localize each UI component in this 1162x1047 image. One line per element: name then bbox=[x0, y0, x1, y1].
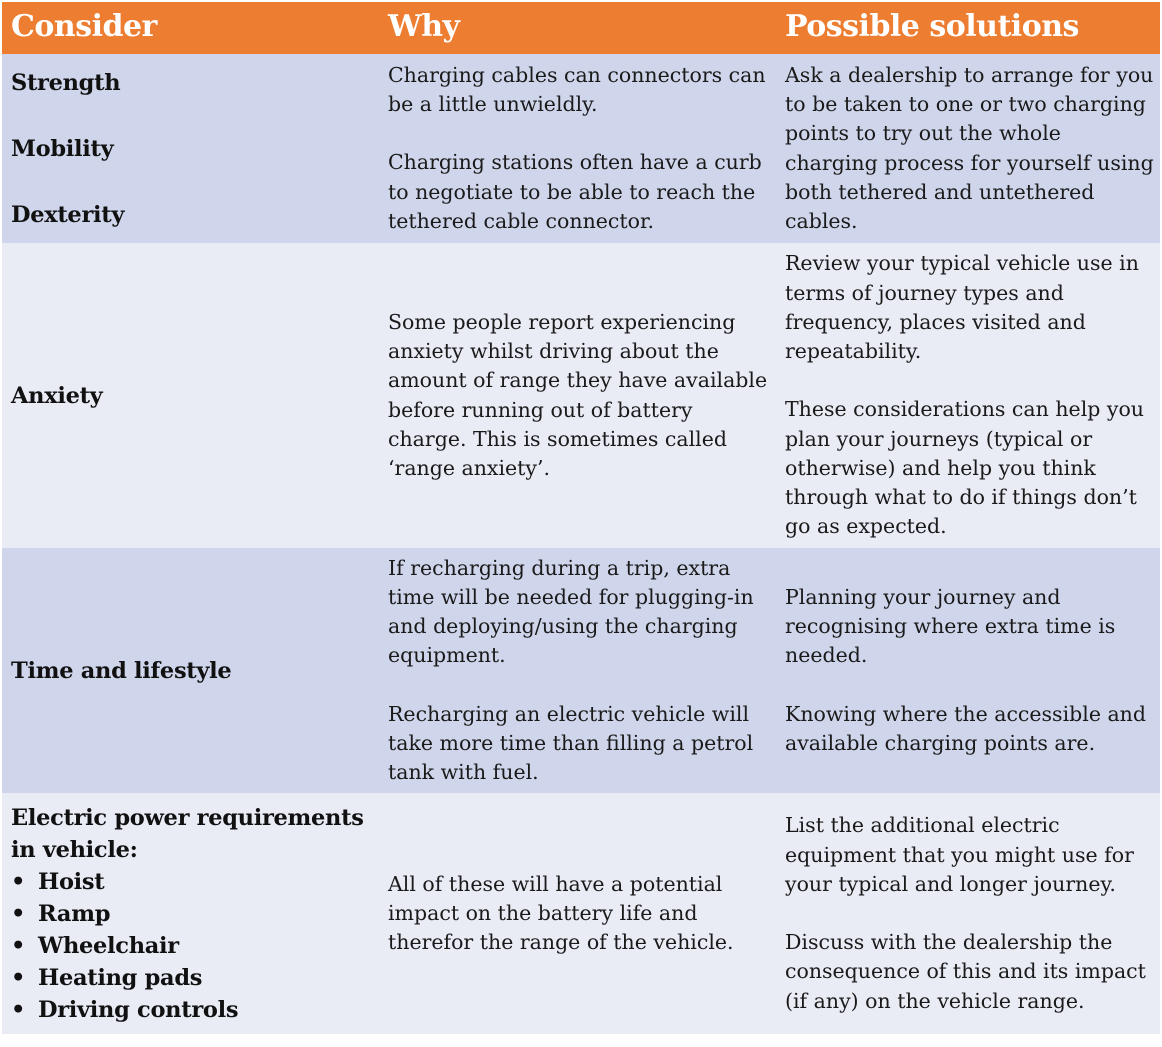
consider-item: Anxiety bbox=[11, 382, 103, 409]
solution-paragraph: Planning your journey and recognising where extra time is needed. bbox=[785, 584, 1116, 668]
bullet-icon: • bbox=[11, 964, 26, 991]
consider-cell bbox=[2, 54, 379, 243]
header-solutions bbox=[776, 2, 1160, 54]
solution-paragraph: Ask a dealership to arrange for you to be taken to one or two charging points to try out the whole charging process for yourself using both tethered and untethered cables. bbox=[785, 62, 1154, 233]
table-row bbox=[2, 243, 1160, 548]
solution-paragraph: These considerations can help you plan your journeys (typical or otherwise) and help you think through what to do if things don’t go as expected. bbox=[785, 397, 1145, 539]
bullet-label: Wheelchair bbox=[38, 932, 179, 959]
header-solutions-label: Possible solutions bbox=[785, 8, 1079, 44]
why-paragraph: If recharging during a trip, extra time will be needed for plugging-in and deploying/using the charging equipment. bbox=[388, 555, 754, 668]
consider-item: Dexterity bbox=[11, 201, 125, 228]
consider-cell bbox=[2, 548, 379, 793]
list-item bbox=[11, 898, 379, 930]
consider-item: Time and lifestyle bbox=[11, 657, 232, 684]
why-paragraph: All of these will have a potential impact on the battery life and therefor the range of the vehicle. bbox=[388, 871, 734, 955]
list-item bbox=[11, 866, 379, 898]
table-row bbox=[2, 548, 1160, 793]
bullet-icon: • bbox=[11, 868, 26, 895]
bullet-label: Driving controls bbox=[38, 996, 239, 1023]
bullet-label: Hoist bbox=[38, 868, 105, 895]
bullet-label: Heating pads bbox=[38, 964, 203, 991]
why-cell bbox=[379, 793, 776, 1034]
header-why-label: Why bbox=[388, 8, 460, 44]
bullet-label: Ramp bbox=[38, 900, 111, 927]
bullet-icon: • bbox=[11, 900, 26, 927]
why-cell bbox=[379, 243, 776, 548]
why-paragraph: Recharging an electric vehicle will take more time than filling a petrol tank with fuel. bbox=[388, 701, 754, 785]
list-item bbox=[11, 994, 379, 1026]
why-cell bbox=[379, 54, 776, 243]
bullet-icon: • bbox=[11, 996, 26, 1023]
consider-cell bbox=[2, 793, 379, 1034]
solutions-cell bbox=[776, 793, 1160, 1034]
why-paragraph: Some people report experiencing anxiety whilst driving about the amount of range they have available before running out of battery charge. This is sometimes called ‘range anxiety’. bbox=[388, 309, 768, 480]
consider-title: Electric power requirements in vehicle: bbox=[11, 804, 364, 863]
list-item bbox=[11, 930, 379, 962]
consider-item: Strength bbox=[11, 69, 121, 96]
list-item bbox=[11, 962, 379, 994]
header-consider bbox=[2, 2, 379, 54]
consider-item: Mobility bbox=[11, 135, 114, 162]
why-paragraph: Charging cables can connectors can be a little unwieldly. bbox=[388, 62, 766, 117]
why-cell bbox=[379, 548, 776, 793]
solutions-cell bbox=[776, 54, 1160, 243]
header-why bbox=[379, 2, 776, 54]
solution-paragraph: Discuss with the dealership the consequence of this and its impact (if any) on the vehicle range. bbox=[785, 930, 1146, 1013]
header-consider-label: Consider bbox=[11, 8, 157, 44]
consider-bullet-list bbox=[11, 866, 379, 1026]
bullet-icon: • bbox=[11, 932, 26, 959]
why-paragraph: Charging stations often have a curb to negotiate to be able to reach the tethered cable connector. bbox=[388, 150, 762, 233]
header-row bbox=[2, 2, 1160, 54]
solution-paragraph: List the additional electric equipment that you might use for your typical and longer journey. bbox=[785, 813, 1134, 896]
consider-cell bbox=[2, 243, 379, 548]
solutions-cell bbox=[776, 243, 1160, 548]
solution-paragraph: Knowing where the accessible and available charging points are. bbox=[785, 701, 1147, 755]
solutions-cell bbox=[776, 548, 1160, 793]
solution-paragraph: Review your typical vehicle use in terms of journey types and frequency, places visited and repeatability. bbox=[785, 251, 1139, 364]
table-row bbox=[2, 54, 1160, 243]
considerations-table bbox=[2, 2, 1160, 1034]
table-row bbox=[2, 793, 1160, 1034]
